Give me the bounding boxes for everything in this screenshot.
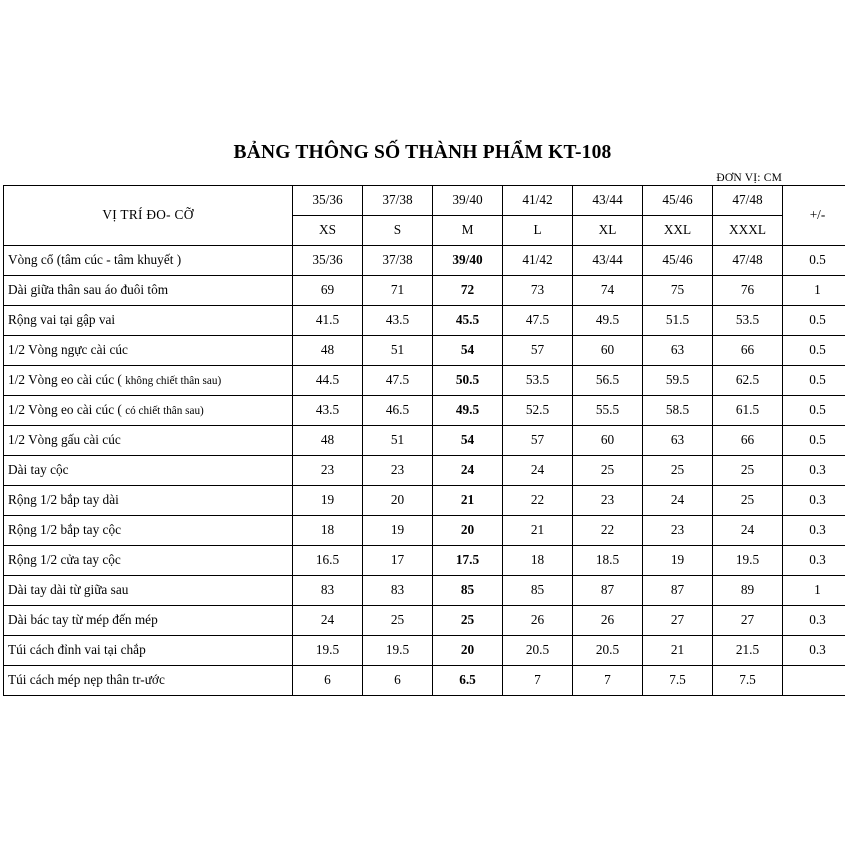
cell-tolerance: 0.5 <box>783 336 845 366</box>
cell-value: 24 <box>433 456 503 486</box>
cell-tolerance: 0.3 <box>783 546 845 576</box>
cell-value: 7.5 <box>643 666 713 696</box>
cell-tolerance: 0.3 <box>783 456 845 486</box>
cell-value: 46.5 <box>363 396 433 426</box>
row-label: Rộng 1/2 bắp tay cộc <box>4 516 293 546</box>
header-size-alpha-xxxl: XXXL <box>713 216 783 246</box>
cell-value: 7 <box>503 666 573 696</box>
header-size-alpha-l: L <box>503 216 573 246</box>
row-label: Vòng cổ (tâm cúc - tâm khuyết ) <box>4 246 293 276</box>
table-row <box>4 456 845 486</box>
cell-value: 43/44 <box>573 246 643 276</box>
cell-value: 27 <box>713 606 783 636</box>
header-size-numeric-37-38: 37/38 <box>363 186 433 216</box>
cell-value: 87 <box>573 576 643 606</box>
cell-value: 58.5 <box>643 396 713 426</box>
row-label: Rộng vai tại gập vai <box>4 306 293 336</box>
cell-value: 20.5 <box>503 636 573 666</box>
cell-value: 19 <box>363 516 433 546</box>
cell-value: 63 <box>643 336 713 366</box>
cell-value: 61.5 <box>713 396 783 426</box>
row-label: Rộng 1/2 bắp tay dài <box>4 486 293 516</box>
header-size-numeric-39-40: 39/40 <box>433 186 503 216</box>
cell-value: 19 <box>293 486 363 516</box>
cell-value: 51.5 <box>643 306 713 336</box>
cell-value: 23 <box>293 456 363 486</box>
cell-value: 21 <box>503 516 573 546</box>
cell-value: 41.5 <box>293 306 363 336</box>
cell-value: 66 <box>713 336 783 366</box>
cell-value: 20 <box>433 516 503 546</box>
table-body <box>4 246 845 696</box>
cell-tolerance: 0.3 <box>783 486 845 516</box>
table-row <box>4 396 845 426</box>
row-label <box>4 396 293 426</box>
cell-value: 74 <box>573 276 643 306</box>
cell-value: 55.5 <box>573 396 643 426</box>
cell-value: 48 <box>293 336 363 366</box>
cell-value: 17.5 <box>433 546 503 576</box>
cell-value: 43.5 <box>363 306 433 336</box>
cell-value: 53.5 <box>503 366 573 396</box>
row-label: Túi cách mép nẹp thân tr-ước <box>4 666 293 696</box>
cell-value: 83 <box>293 576 363 606</box>
cell-value: 17 <box>363 546 433 576</box>
row-label <box>4 366 293 396</box>
cell-value: 19.5 <box>363 636 433 666</box>
cell-value: 47/48 <box>713 246 783 276</box>
cell-value: 24 <box>643 486 713 516</box>
cell-value: 24 <box>503 456 573 486</box>
row-label-qualifier: có chiết thân sau) <box>125 405 204 418</box>
measurement-table <box>3 185 845 696</box>
cell-value: 22 <box>503 486 573 516</box>
cell-value: 60 <box>573 336 643 366</box>
cell-value: 19.5 <box>713 546 783 576</box>
cell-value: 39/40 <box>433 246 503 276</box>
header-row-numeric-sizes <box>4 186 845 216</box>
cell-tolerance: 0.3 <box>783 606 845 636</box>
cell-tolerance: 1 <box>783 276 845 306</box>
table-row <box>4 276 845 306</box>
cell-value: 19.5 <box>293 636 363 666</box>
cell-value: 6 <box>363 666 433 696</box>
cell-value: 16.5 <box>293 546 363 576</box>
cell-value: 22 <box>573 516 643 546</box>
cell-tolerance: 0.5 <box>783 396 845 426</box>
cell-value: 75 <box>643 276 713 306</box>
cell-value: 41/42 <box>503 246 573 276</box>
row-label: Rộng 1/2 cửa tay cộc <box>4 546 293 576</box>
cell-value: 18.5 <box>573 546 643 576</box>
cell-value: 83 <box>363 576 433 606</box>
cell-value: 20 <box>433 636 503 666</box>
cell-value: 25 <box>573 456 643 486</box>
cell-value: 60 <box>573 426 643 456</box>
table-row <box>4 666 845 696</box>
cell-value: 21 <box>643 636 713 666</box>
cell-value: 20 <box>363 486 433 516</box>
cell-value: 56.5 <box>573 366 643 396</box>
table-row <box>4 486 845 516</box>
cell-value: 50.5 <box>433 366 503 396</box>
cell-value: 6.5 <box>433 666 503 696</box>
row-label: Dài giữa thân sau áo đuôi tôm <box>4 276 293 306</box>
header-size-alpha-xxl: XXL <box>643 216 713 246</box>
cell-value: 63 <box>643 426 713 456</box>
table-row <box>4 366 845 396</box>
cell-value: 71 <box>363 276 433 306</box>
cell-value: 7.5 <box>713 666 783 696</box>
header-size-alpha-s: S <box>363 216 433 246</box>
cell-value: 69 <box>293 276 363 306</box>
table-row <box>4 306 845 336</box>
header-size-numeric-43-44: 43/44 <box>573 186 643 216</box>
cell-value: 43.5 <box>293 396 363 426</box>
cell-value: 6 <box>293 666 363 696</box>
cell-value: 24 <box>293 606 363 636</box>
cell-value: 18 <box>293 516 363 546</box>
cell-value: 44.5 <box>293 366 363 396</box>
cell-value: 25 <box>713 486 783 516</box>
cell-tolerance: 0.3 <box>783 636 845 666</box>
cell-value: 20.5 <box>573 636 643 666</box>
cell-value: 57 <box>503 426 573 456</box>
cell-value: 76 <box>713 276 783 306</box>
header-size-alpha-xs: XS <box>293 216 363 246</box>
row-label: Dài bác tay từ mép đến mép <box>4 606 293 636</box>
cell-value: 23 <box>363 456 433 486</box>
table-row <box>4 246 845 276</box>
header-size-numeric-47-48: 47/48 <box>713 186 783 216</box>
cell-value: 62.5 <box>713 366 783 396</box>
table-row <box>4 336 845 366</box>
cell-value: 53.5 <box>713 306 783 336</box>
cell-value: 47.5 <box>503 306 573 336</box>
cell-value: 47.5 <box>363 366 433 396</box>
page-title: BẢNG THÔNG SỐ THÀNH PHẨM KT-108 <box>233 142 612 163</box>
cell-value: 45/46 <box>643 246 713 276</box>
cell-value: 26 <box>573 606 643 636</box>
cell-value: 23 <box>573 486 643 516</box>
row-label: Dài tay dài từ giữa sau <box>4 576 293 606</box>
cell-value: 49.5 <box>573 306 643 336</box>
header-measurement-position: VỊ TRÍ ĐO- CỠ <box>4 186 293 246</box>
cell-tolerance: 0.5 <box>783 306 845 336</box>
cell-tolerance: 0.5 <box>783 366 845 396</box>
row-label-main: 1/2 Vòng eo cài cúc ( <box>8 402 126 418</box>
cell-tolerance <box>783 666 845 696</box>
cell-value: 19 <box>643 546 713 576</box>
header-size-numeric-41-42: 41/42 <box>503 186 573 216</box>
cell-value: 37/38 <box>363 246 433 276</box>
cell-value: 85 <box>433 576 503 606</box>
row-label: 1/2 Vòng ngực cài cúc <box>4 336 293 366</box>
table-row <box>4 516 845 546</box>
unit-note: ĐƠN VỊ: CM <box>716 172 782 184</box>
cell-value: 85 <box>503 576 573 606</box>
table-row <box>4 426 845 456</box>
cell-value: 89 <box>713 576 783 606</box>
header-size-alpha-m: M <box>433 216 503 246</box>
row-label: 1/2 Vòng gấu cài cúc <box>4 426 293 456</box>
cell-tolerance: 1 <box>783 576 845 606</box>
cell-value: 66 <box>713 426 783 456</box>
cell-value: 57 <box>503 336 573 366</box>
cell-value: 26 <box>503 606 573 636</box>
table-header <box>4 186 845 246</box>
cell-value: 35/36 <box>293 246 363 276</box>
header-tolerance: +/- <box>783 186 845 246</box>
cell-tolerance: 0.3 <box>783 516 845 546</box>
cell-value: 51 <box>363 426 433 456</box>
cell-value: 25 <box>643 456 713 486</box>
cell-value: 18 <box>503 546 573 576</box>
table-row <box>4 606 845 636</box>
cell-value: 59.5 <box>643 366 713 396</box>
cell-tolerance: 0.5 <box>783 426 845 456</box>
cell-value: 72 <box>433 276 503 306</box>
header-size-alpha-xl: XL <box>573 216 643 246</box>
cell-value: 51 <box>363 336 433 366</box>
cell-value: 45.5 <box>433 306 503 336</box>
cell-value: 52.5 <box>503 396 573 426</box>
cell-value: 21 <box>433 486 503 516</box>
table-row <box>4 636 845 666</box>
cell-value: 49.5 <box>433 396 503 426</box>
row-label: Dài tay cộc <box>4 456 293 486</box>
cell-value: 54 <box>433 336 503 366</box>
cell-value: 73 <box>503 276 573 306</box>
cell-value: 25 <box>713 456 783 486</box>
cell-value: 48 <box>293 426 363 456</box>
header-size-numeric-35-36: 35/36 <box>293 186 363 216</box>
cell-value: 21.5 <box>713 636 783 666</box>
cell-value: 54 <box>433 426 503 456</box>
cell-value: 27 <box>643 606 713 636</box>
cell-tolerance: 0.5 <box>783 246 845 276</box>
cell-value: 24 <box>713 516 783 546</box>
row-label-qualifier: không chiết thân sau) <box>125 375 222 388</box>
table-row <box>4 576 845 606</box>
cell-value: 87 <box>643 576 713 606</box>
cell-value: 25 <box>363 606 433 636</box>
header-size-numeric-45-46: 45/46 <box>643 186 713 216</box>
row-label-main: 1/2 Vòng eo cài cúc ( <box>8 372 126 388</box>
cell-value: 25 <box>433 606 503 636</box>
table-row <box>4 546 845 576</box>
row-label: Túi cách đỉnh vai tại chắp <box>4 636 293 666</box>
cell-value: 23 <box>643 516 713 546</box>
cell-value: 7 <box>573 666 643 696</box>
